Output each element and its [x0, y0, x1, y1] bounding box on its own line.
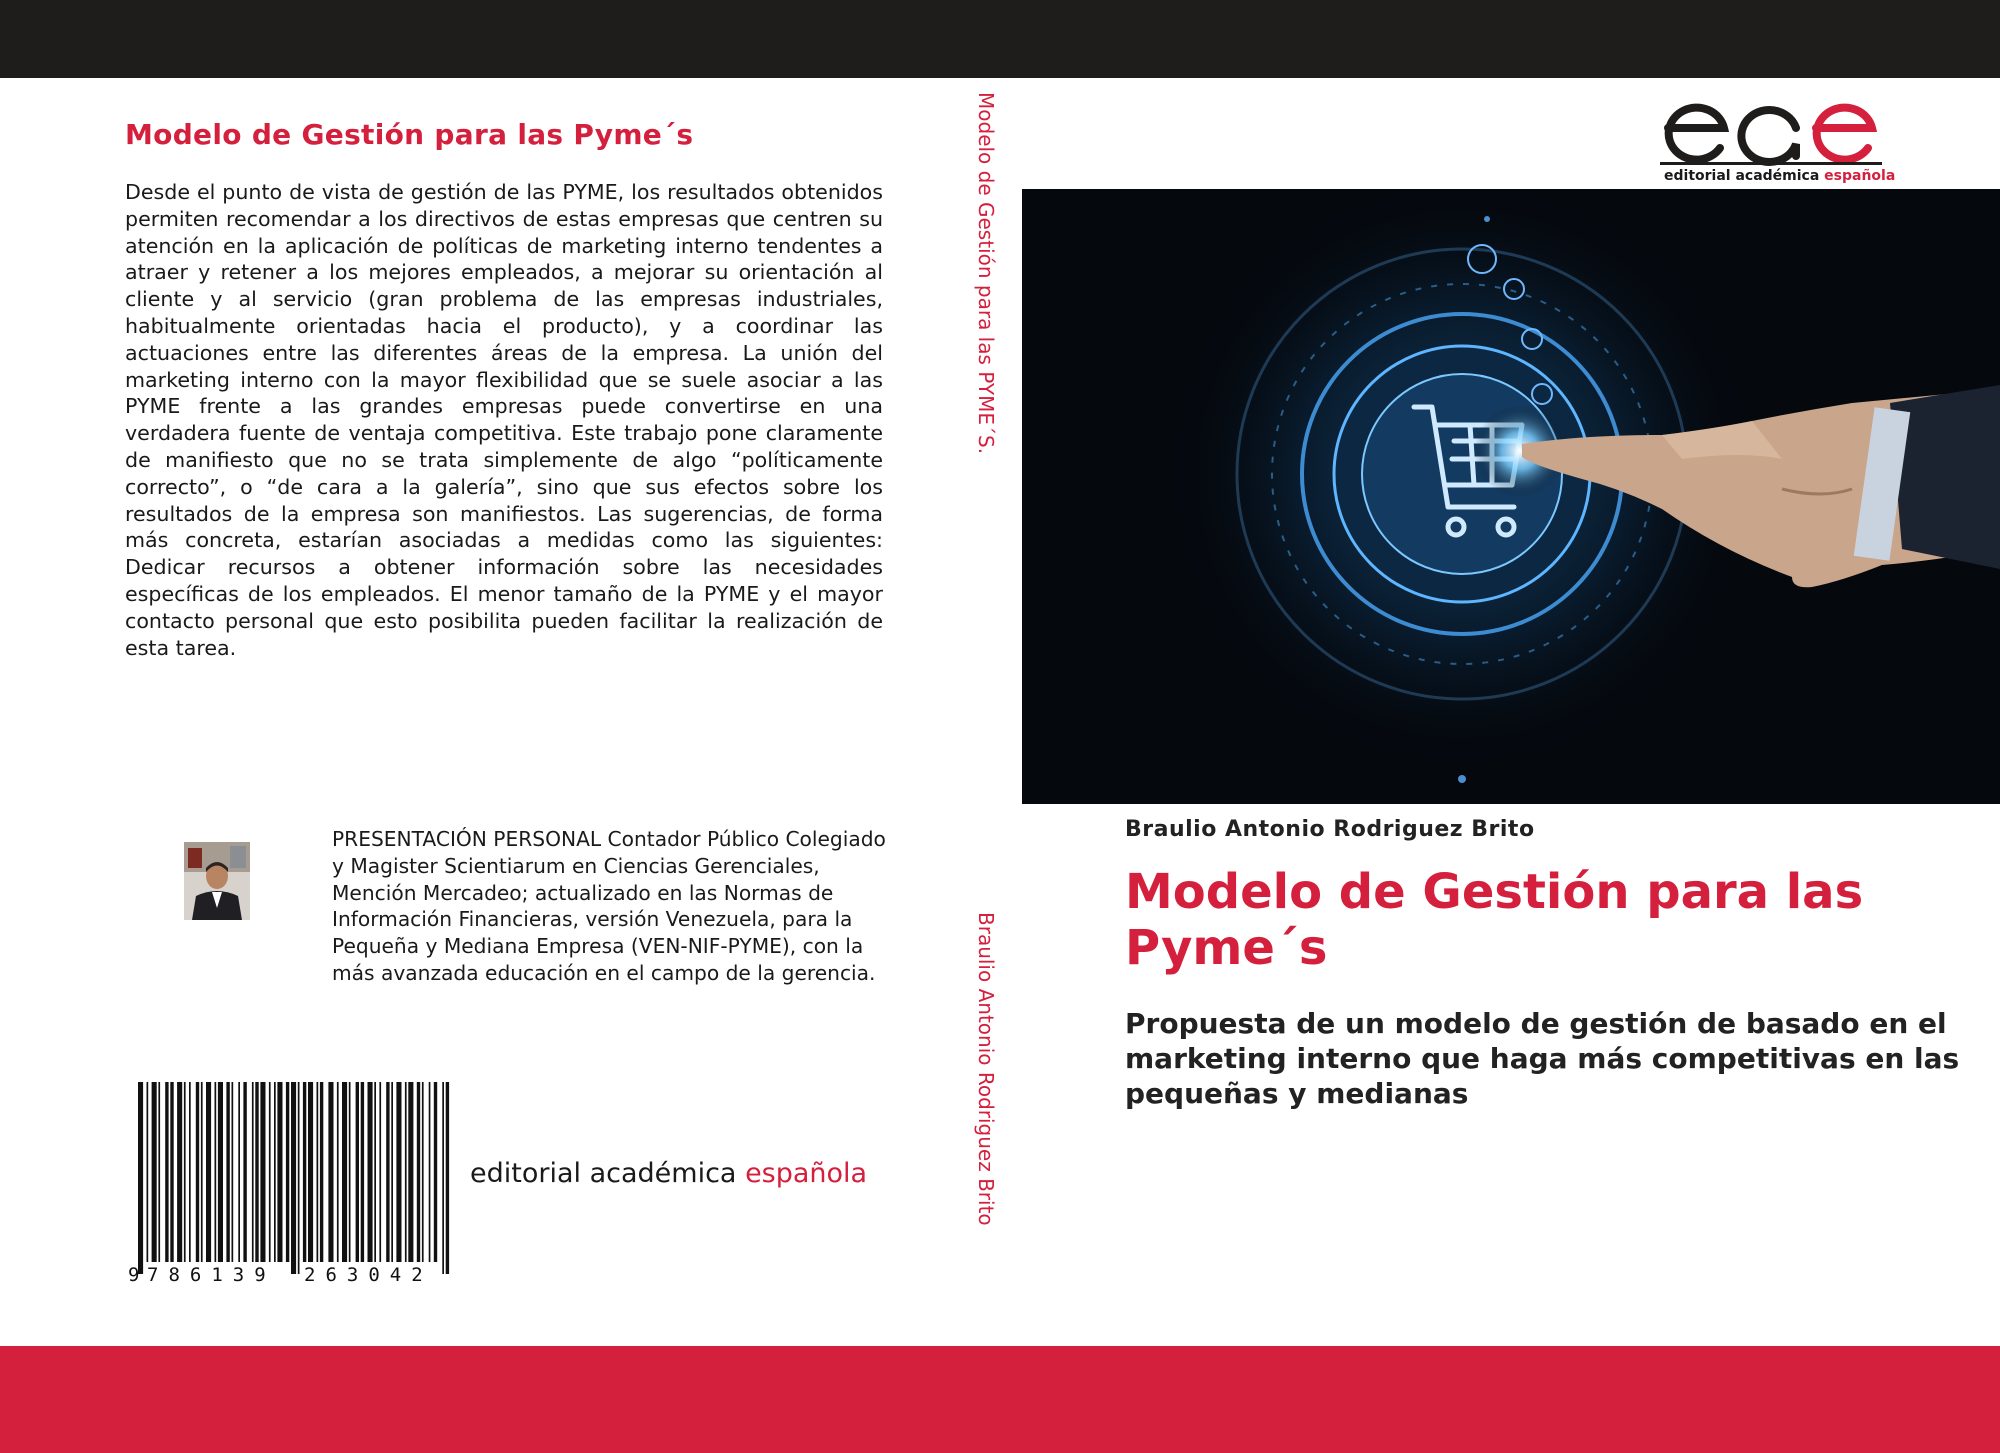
- barcode-bar: [417, 1082, 420, 1262]
- barcode-bar: [298, 1082, 300, 1274]
- barcode-bar: [429, 1082, 431, 1262]
- barcode-bar: [349, 1082, 351, 1262]
- barcode-bar: [232, 1082, 234, 1262]
- barcode-bar: [177, 1082, 182, 1262]
- logo-caption: [1664, 168, 1895, 184]
- barcode-bar: [252, 1082, 254, 1262]
- barcode-bar: [286, 1082, 289, 1262]
- barcode-bar: [446, 1082, 449, 1274]
- barcode-bar: [170, 1082, 173, 1262]
- barcode-bar: [189, 1082, 191, 1262]
- barcode-bar: [291, 1082, 296, 1274]
- isbn-barcode: [128, 1082, 458, 1285]
- barcode-bar: [152, 1082, 157, 1262]
- barcode-bar: [328, 1082, 333, 1262]
- author-photo: [184, 842, 250, 920]
- spine-title: Modelo de Gestión para las PYME´S.: [974, 92, 998, 455]
- top-band: [0, 0, 2000, 78]
- publisher-name-main: editorial académica: [470, 1158, 737, 1189]
- barcode-bar: [226, 1082, 229, 1262]
- barcode-bar: [206, 1082, 211, 1262]
- back-cover-blurb: Desde el punto de vista de gestión de las PYME, los resultados obtenidos permiten recomendar a los directivos de estas empresas que centren su atención en la aplicación de políticas de marketing interno tendentes a atraer y retener a los mejores empleados, a mejorar su orientación al cliente y al servicio (gran problema de las empresas industriales, habitualmente orientadas hacia el producto), y a coordinar las actuaciones entre las diferentes áreas de la empresa. La unión del marketing interno con la mayor flexibilidad que se suele asociar a las PYME frente a las grandes empresas puede convertirse en una verdadera fuente de ventaja competitiva. Este trabajo pone claramente de manifiesto que no se trata simplemente de algo “políticamente correcto”, o “de cara a la galería”, sino que sus efectos sobre los resultados de la empresa son manifiestos. Las sugerencias, de forma más concreta, estarían asociadas a medidas como las siguientes: Dedicar recursos a obtener información sobre las necesidades específicas de los empleados. El menor tamaño de la PYME y el mayor contacto personal que esto posibilita pueden facilitar la realización de esta tarea.: [125, 180, 883, 660]
- barcode-bar: [396, 1082, 401, 1262]
- barcode-bar: [260, 1082, 265, 1262]
- front-subtitle: Propuesta de un modelo de gestión de basado en el marketing interno que haga más competitivas en las pequeñas y medianas: [1125, 1007, 1960, 1110]
- spine-author: Braulio Antonio Rodriguez Brito: [974, 912, 998, 1226]
- barcode-bar: [422, 1082, 424, 1262]
- barcode-bar: [147, 1082, 149, 1262]
- logo-caption-accent: española: [1824, 168, 1896, 184]
- barcode-bar: [356, 1082, 359, 1262]
- barcode-bar: [201, 1082, 203, 1262]
- back-cover-title: Modelo de Gestión para las Pyme´s: [125, 118, 694, 151]
- front-author: Braulio Antonio Rodriguez Brito: [1125, 817, 1535, 842]
- barcode-bar: [308, 1082, 313, 1262]
- barcode-bar: [337, 1082, 339, 1262]
- barcode-bar: [274, 1082, 276, 1262]
- publisher-name-accent: española: [745, 1158, 868, 1189]
- barcode-bar: [361, 1082, 364, 1262]
- barcode-bar: [218, 1082, 223, 1262]
- barcode-bar: [386, 1082, 389, 1262]
- author-bio: PRESENTACIÓN PERSONAL Contador Público Colegiado y Magister Scientiarum en Ciencias Gerenciales, Mención Mercadeo; actualizado en las Normas de Información Financieras, versión Venezuela, para la Pequeña y Mediana Empresa (VEN-NIF-PYME), con la más avanzada educación en el campo de la gerencia.: [332, 827, 886, 985]
- barcode-bars: [138, 1082, 449, 1274]
- barcode-bar: [368, 1082, 373, 1262]
- barcode-bar: [277, 1082, 282, 1262]
- isbn-digit-prefix: 9: [128, 1264, 140, 1285]
- barcode-bar: [158, 1082, 160, 1262]
- barcode-bar: [408, 1082, 413, 1262]
- barcode-bar: [374, 1082, 376, 1262]
- bottom-band: [0, 1346, 2000, 1453]
- barcode-bar: [379, 1082, 381, 1262]
- barcode-bar: [165, 1082, 168, 1262]
- barcode-bar: [342, 1082, 347, 1262]
- barcode-bar: [442, 1082, 444, 1274]
- barcode-bar: [434, 1082, 437, 1262]
- front-title: Modelo de Gestión para las Pyme´s: [1125, 864, 1864, 976]
- barcode-bar: [196, 1082, 199, 1262]
- barcode-bar: [391, 1082, 393, 1262]
- isbn-digits-left: 786139: [147, 1264, 276, 1285]
- logo-caption-main: editorial académica: [1664, 168, 1820, 184]
- barcode-bar: [138, 1082, 143, 1274]
- barcode-bar: [215, 1082, 217, 1262]
- barcode-bar: [184, 1082, 186, 1262]
- barcode-bar: [238, 1082, 240, 1262]
- isbn-digits-right: 263042: [304, 1264, 433, 1285]
- barcode-bar: [269, 1082, 271, 1262]
- barcode-bar: [303, 1082, 306, 1262]
- cover-image: [1022, 189, 2000, 804]
- barcode-bar: [255, 1082, 258, 1262]
- barcode-bar: [320, 1082, 323, 1262]
- publisher-name-back: [470, 1158, 867, 1189]
- barcode-bar: [405, 1082, 407, 1262]
- barcode-bar: [317, 1082, 319, 1262]
- barcode-bar: [243, 1082, 246, 1262]
